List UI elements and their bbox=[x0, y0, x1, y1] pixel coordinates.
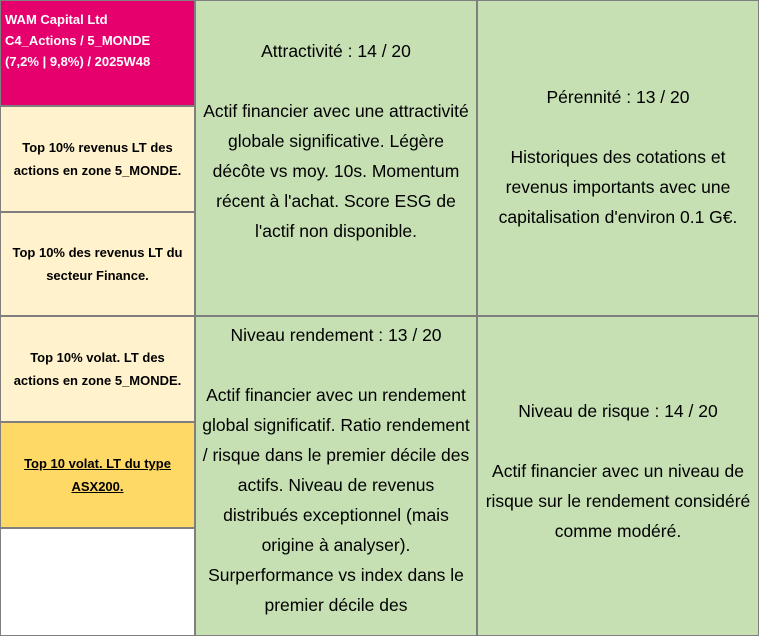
rendement-cell bbox=[195, 316, 477, 636]
rendement-text: Actif financier avec un rendement global significatif. Ratio rendement / risque dans le premier décile des actifs. Niveau de revenus distribués exceptionnel (mais origine à analyser). Surperformance vs index dans le premier décile des bbox=[202, 385, 470, 615]
label-text: Top 10% volat. LT des actions en zone 5_MONDE. bbox=[13, 350, 182, 388]
asset-category: C4_Actions / 5_MONDE bbox=[5, 33, 151, 48]
attractivite-title: Attractivité : 14 / 20 bbox=[261, 41, 411, 61]
label-text: Top 10% des revenus LT du secteur Finance. bbox=[12, 245, 183, 283]
label-link-text[interactable]: Top 10 volat. LT du type ASX200. bbox=[24, 456, 171, 494]
label-text: Top 10% revenus LT des actions en zone 5_MONDE. bbox=[13, 140, 182, 178]
risque-title: Niveau de risque : 14 / 20 bbox=[518, 401, 718, 421]
perennite-title: Pérennité : 13 / 20 bbox=[546, 87, 690, 107]
attractivite-cell bbox=[195, 0, 477, 316]
spacer bbox=[196, 350, 476, 380]
label-top-revenus-zone bbox=[0, 106, 195, 212]
empty-cell bbox=[0, 528, 195, 636]
label-top-volat-zone bbox=[0, 316, 195, 422]
perennite-text: Historiques des cotations et revenus importants avec une capitalisation d'environ 0.1 G€. bbox=[498, 147, 738, 227]
spacer bbox=[196, 66, 476, 96]
label-top-volat-type[interactable] bbox=[0, 422, 195, 528]
risque-cell bbox=[477, 316, 759, 636]
asset-header bbox=[0, 0, 195, 106]
spacer bbox=[478, 112, 758, 142]
risque-text: Actif financier avec un niveau de risque sur le rendement considéré comme modéré. bbox=[485, 461, 751, 541]
asset-period: (7,2% | 9,8%) / 2025W48 bbox=[5, 54, 151, 69]
rendement-title: Niveau rendement : 13 / 20 bbox=[230, 325, 442, 345]
perennite-cell bbox=[477, 0, 759, 316]
spacer bbox=[478, 426, 758, 456]
attractivite-text: Actif financier avec une attractivité globale significative. Légère décôte vs moy. 10s. Momentum récent à l'achat. Score ESG de l'actif non disponible. bbox=[203, 101, 469, 241]
label-top-revenus-secteur bbox=[0, 212, 195, 316]
asset-name: WAM Capital Ltd bbox=[5, 12, 108, 27]
